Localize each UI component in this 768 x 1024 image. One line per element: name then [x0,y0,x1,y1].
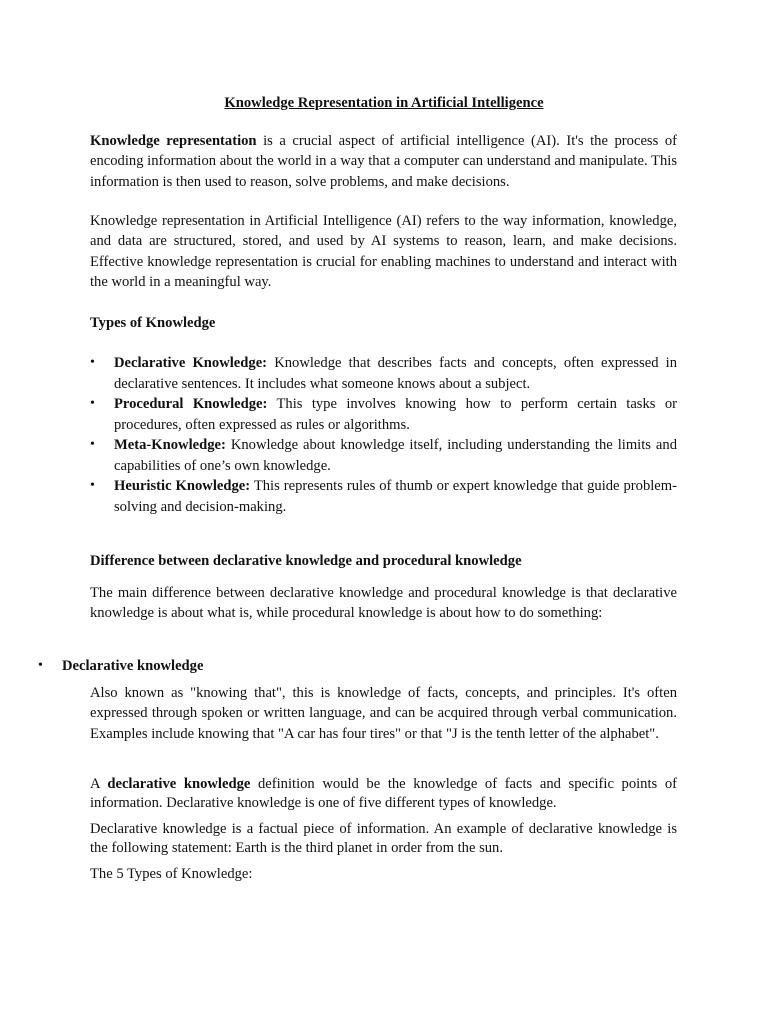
type-desc: This type involves knowing how to perform certain tasks or procedures, often expressed as rules or algorithms. [114,396,677,433]
definition-term: declarative knowledge [107,776,251,792]
type-desc: Knowledge that describes facts and concepts, often expressed in declarative sentences. It includes what someone knows about a subject. [114,355,678,392]
bullet-icon: • [90,478,95,493]
declarative-heading: Declarative knowledge [62,658,204,674]
type-desc: Knowledge about knowledge itself, including understanding the limits and capabilities of one’s own knowledge. [114,437,677,474]
definition-statement [90,775,677,812]
document-title: Knowledge Representation in Artificial Intelligence [224,95,544,111]
type-term: Procedural Knowledge: [114,396,268,412]
declarative-paragraph: Also known as "knowing that", this is knowledge of facts, concepts, and principles. It's often expressed through spoken or written language, and can be acquired through verbal communication. Examples include knowing that "A car has four tires" or that "J is the tenth letter of the alphabet". [90,685,677,742]
list-item [90,476,677,517]
type-term: Declarative Knowledge: [114,355,268,371]
bullet-icon: • [90,355,95,370]
declarative-bullet [38,656,203,676]
intro-lead-term: Knowledge representation [90,133,257,149]
list-item [90,394,677,435]
bullet-icon: • [90,437,95,452]
type-term: Heuristic Knowledge: [114,478,251,494]
type-term: Meta-Knowledge: [114,437,226,453]
bullet-icon: • [90,396,95,411]
definition-paragraph: Knowledge representation in Artificial Intelligence (AI) refers to the way information, knowledge, and data are structured, stored, and used by AI systems to reason, learn, and make decisions. Effective knowledge representation is crucial for enabling machines to understand and interact with the world in a meaningful way. [90,213,677,290]
difference-heading: Difference between declarative knowledge and procedural knowledge [90,553,522,569]
list-item [90,353,677,394]
five-types-line: The 5 Types of Knowledge: [90,866,253,882]
intro-paragraph [90,131,677,192]
types-heading: Types of Knowledge [90,315,216,331]
type-desc: This represents rules of thumb or expert knowledge that guide problem-solving and decision-making. [114,478,677,515]
factual-paragraph: Declarative knowledge is a factual piece of information. An example of declarative knowledge is the following statement: Earth is the third planet in order from the sun. [90,821,677,856]
definition-post: definition would be the knowledge of facts and specific points of information. Declarative knowledge is one of five different types of knowledge. [90,776,677,811]
list-item [90,435,677,476]
definition-pre: A [90,776,108,792]
bullet-icon: • [38,658,43,673]
intro-text: is a crucial aspect of artificial intelligence (AI). It's the process of encoding information about the world in a way that a computer can understand and manipulate. This information is then used to reason, solve problems, and make decisions. [90,133,677,190]
types-list [90,353,677,517]
difference-paragraph: The main difference between declarative knowledge and procedural knowledge is that declarative knowledge is about what is, while procedural knowledge is about how to do something: [90,585,677,622]
